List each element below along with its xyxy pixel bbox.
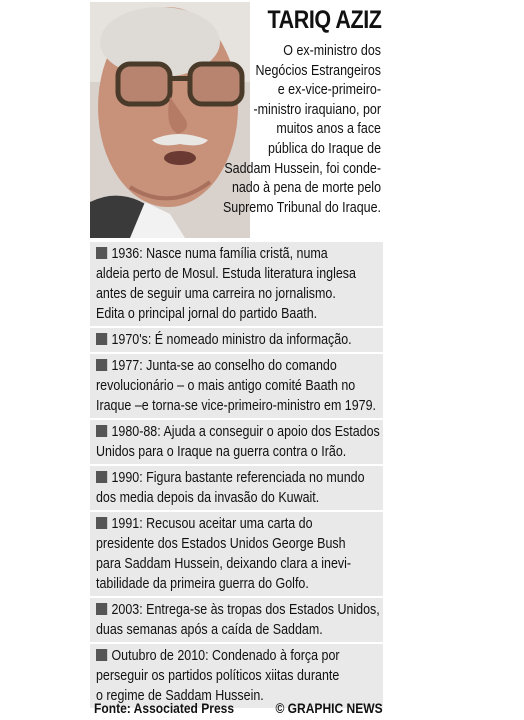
bullet-square-icon — [96, 359, 107, 371]
bullet-square-icon — [96, 603, 107, 615]
graphic-credit: © GRAPHIC NEWS — [275, 700, 383, 716]
intro-line: Supremo Tribunal do Iraque. — [222, 199, 381, 216]
entry-line: antes de seguir uma carreira no jornalismo. — [96, 286, 336, 302]
entry-line: para Saddam Hussein, deixando clara a inevi- — [96, 556, 352, 572]
bullet-square-icon — [96, 247, 107, 259]
entry-line: 1977: Junta-se ao conselho do comando — [111, 358, 337, 374]
timeline-entry-1990 — [90, 466, 383, 512]
intro-line: Saddam Hussein, foi conde- — [224, 160, 381, 177]
intro-line: nado à pena de morte pelo — [231, 180, 381, 197]
intro-paragraph — [183, 42, 381, 218]
footer — [90, 700, 383, 720]
entry-line: Outubro de 2010: Condenado à força por — [111, 648, 340, 664]
source-credit: Fonte: Associated Press — [94, 700, 235, 716]
infographic-card — [90, 2, 383, 720]
entry-line: revolucionário – o mais antigo comité Baath no — [96, 378, 356, 394]
entry-line: dos media depois da invasão do Kuwait. — [96, 490, 320, 506]
entry-line: duas semanas após a caída de Saddam. — [96, 622, 323, 638]
timeline-entry-2003 — [90, 598, 383, 644]
intro-line: -ministro iraquiano, por — [253, 101, 381, 118]
page-title: TARIQ AZIZ — [267, 6, 381, 34]
bullet-square-icon — [96, 425, 107, 437]
timeline-entry-1991 — [90, 512, 383, 598]
bullet-square-icon — [96, 649, 107, 661]
entry-line: 1970's: É nomeado ministro da informação. — [111, 332, 352, 348]
entry-line: Edita o principal jornal do partido Baath. — [96, 306, 318, 322]
timeline-entry-1977 — [90, 354, 383, 420]
entry-line: 1991: Recusou aceitar uma carta do — [111, 516, 313, 532]
entry-line: aldeia perto de Mosul. Estuda literatura inglesa — [96, 266, 356, 282]
entry-line: perseguir os partidos políticos xiitas durante — [96, 668, 340, 684]
header — [90, 2, 383, 238]
intro-line: muitos anos a face — [276, 121, 381, 138]
bullet-square-icon — [96, 471, 107, 483]
timeline-entry-1970s — [90, 328, 383, 354]
bullet-square-icon — [96, 333, 107, 345]
intro-line: O ex-ministro dos — [283, 43, 381, 59]
entry-line: o regime de Saddam Hussein. — [96, 688, 264, 704]
timeline-entry-1936 — [90, 242, 383, 328]
timeline — [90, 242, 383, 710]
intro-line: e ex-vice-primeiro- — [277, 82, 381, 99]
timeline-entry-1980-88 — [90, 420, 383, 466]
entry-line: presidente dos Estados Unidos George Bush — [96, 536, 346, 552]
entry-line: 2003: Entrega-se às tropas dos Estados Unidos, — [111, 602, 380, 618]
entry-line: Unidos para o Iraque na guerra contra o Irão. — [96, 444, 347, 460]
intro-line: Negócios Estrangeiros — [255, 62, 381, 79]
entry-line: 1980-88: Ajuda a conseguir o apoio dos Estados — [111, 424, 380, 440]
entry-line: 1990: Figura bastante referenciada no mundo — [111, 470, 365, 486]
bullet-square-icon — [96, 517, 107, 529]
entry-line: tabilidade da primeira guerra do Golfo. — [96, 576, 309, 592]
intro-line: pública do Iraque de — [267, 140, 381, 157]
entry-line: 1936: Nasce numa família cristã, numa — [111, 246, 328, 262]
entry-line: Iraque –e torna-se vice-primeiro-ministro em 1979. — [96, 398, 376, 414]
